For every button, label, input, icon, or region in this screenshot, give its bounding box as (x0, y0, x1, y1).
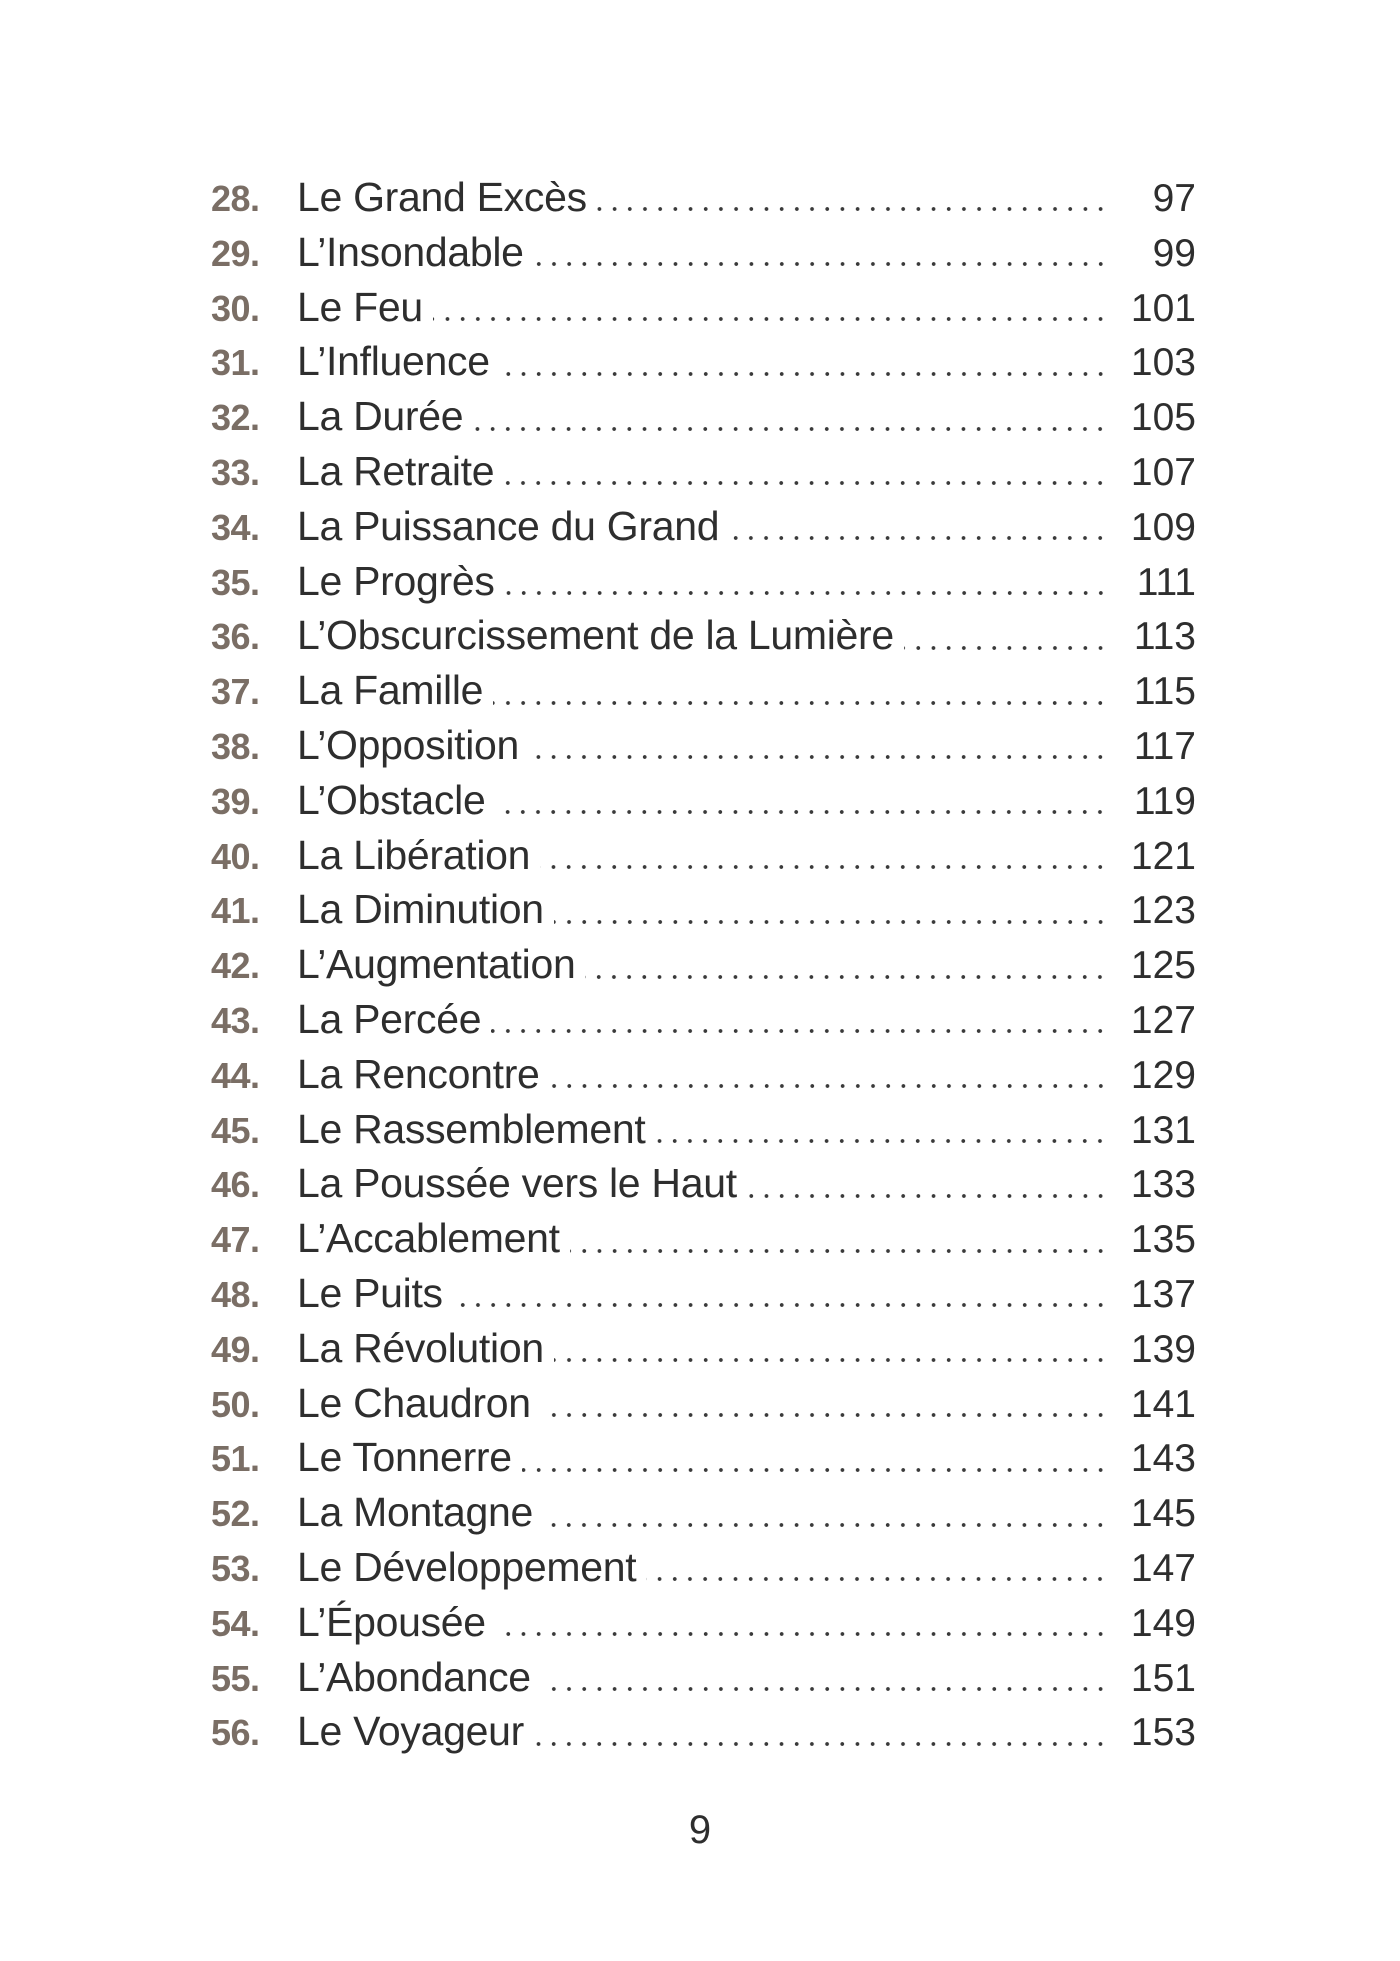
dot-leader (570, 1246, 1108, 1256)
toc-entry[interactable] (211, 1704, 1196, 1759)
toc-entry-number: 54. (211, 1602, 260, 1644)
toc-entry-number: 51. (211, 1438, 260, 1480)
toc-entry-page: 149 (1130, 1601, 1196, 1645)
toc-entry-title: L’Abondance (297, 1653, 531, 1700)
toc-entry-number: 47. (211, 1219, 260, 1261)
toc-entry-page: 133 (1130, 1163, 1196, 1207)
toc-entry-page: 141 (1130, 1382, 1196, 1426)
dot-leader (491, 1026, 1108, 1036)
toc-entry-page: 105 (1130, 396, 1196, 440)
toc-entry-number: 40. (211, 835, 260, 877)
toc-entry-number: 42. (211, 945, 260, 987)
toc-entry[interactable] (211, 1211, 1196, 1266)
dot-leader (541, 1410, 1108, 1420)
toc-entry-number: 43. (211, 999, 260, 1041)
toc-entry-title: L’Obscurcissement de la Lumière (297, 612, 894, 659)
toc-entry-page: 123 (1130, 889, 1196, 933)
toc-entry-page: 135 (1130, 1218, 1196, 1262)
dot-leader (554, 1355, 1108, 1365)
toc-entry[interactable] (211, 1266, 1196, 1321)
toc-entry-title: Le Progrès (297, 557, 495, 604)
toc-entry-page: 145 (1130, 1492, 1196, 1536)
toc-entry[interactable] (211, 828, 1196, 883)
toc-entry-page: 117 (1133, 724, 1196, 768)
dot-leader (504, 478, 1108, 488)
toc-entry-title: La Famille (297, 667, 484, 714)
toc-entry-page: 129 (1130, 1053, 1196, 1097)
toc-entry-page: 113 (1133, 615, 1196, 659)
page-number: 9 (688, 1808, 712, 1852)
toc-entry-number: 31. (211, 342, 260, 384)
toc-entry-page: 125 (1130, 944, 1196, 988)
toc-entry-page: 137 (1130, 1272, 1196, 1316)
toc-entry[interactable] (211, 608, 1196, 663)
toc-entry-title: La Libération (297, 831, 531, 878)
toc-entry-page: 131 (1130, 1108, 1196, 1152)
toc-entry-page: 111 (1136, 560, 1196, 604)
toc-entry-number: 48. (211, 1273, 260, 1315)
toc-entry-page: 119 (1133, 779, 1196, 823)
dot-leader (747, 1191, 1108, 1201)
toc-entry-page: 153 (1130, 1711, 1196, 1755)
dot-leader (453, 1300, 1108, 1310)
toc-entry-page: 103 (1130, 341, 1196, 385)
toc-entry[interactable] (211, 1595, 1196, 1650)
dot-leader (540, 862, 1108, 872)
toc-entry-page: 143 (1130, 1437, 1196, 1481)
dot-leader (904, 643, 1108, 653)
dot-leader (543, 1520, 1108, 1530)
toc-entry-number: 55. (211, 1657, 260, 1699)
toc-entry[interactable] (211, 937, 1196, 992)
toc-entry-title: Le Tonnerre (297, 1434, 512, 1481)
toc-entry[interactable] (211, 1321, 1196, 1376)
toc-entry[interactable] (211, 225, 1196, 280)
toc-entry[interactable] (211, 718, 1196, 773)
toc-entry-title: L’Épousée (297, 1598, 486, 1645)
toc-entry-number: 29. (211, 232, 260, 274)
toc-entry-number: 41. (211, 890, 260, 932)
toc-entry-title: La Montagne (297, 1489, 534, 1536)
dot-leader (505, 588, 1108, 598)
toc-entry-number: 56. (211, 1712, 260, 1754)
toc-entry-page: 127 (1130, 998, 1196, 1042)
dot-leader (500, 369, 1108, 379)
toc-entry-title: Le Feu (297, 283, 423, 330)
toc-entry[interactable] (211, 1485, 1196, 1540)
toc-entry-number: 52. (211, 1493, 260, 1535)
dot-leader (646, 1574, 1108, 1584)
toc-entry-page: 115 (1133, 670, 1196, 714)
toc-entry-title: L’Opposition (297, 721, 520, 768)
dot-leader (729, 533, 1108, 543)
toc-entry-number: 50. (211, 1383, 260, 1425)
toc-entry-title: La Durée (297, 393, 464, 440)
toc-entry-page: 107 (1130, 450, 1196, 494)
toc-entry-number: 36. (211, 616, 260, 658)
dot-leader (585, 972, 1108, 982)
toc-entry-page: 139 (1130, 1327, 1196, 1371)
dot-leader (473, 424, 1108, 434)
toc-entry[interactable] (211, 663, 1196, 718)
toc-entry-number: 32. (211, 397, 260, 439)
dot-leader (493, 698, 1108, 708)
toc-entry-title: L’Augmentation (297, 941, 576, 988)
toc-entry-title: Le Chaudron (297, 1379, 531, 1426)
toc-entry-title: La Puissance du Grand (297, 502, 720, 549)
toc-entry-number: 45. (211, 1109, 260, 1151)
toc-entry-title: La Retraite (297, 447, 495, 494)
toc-entry-title: L’Influence (297, 338, 490, 385)
toc-entry[interactable] (211, 1047, 1196, 1102)
toc-entry[interactable] (211, 1430, 1196, 1485)
toc-entry-number: 35. (211, 561, 260, 603)
dot-leader (655, 1136, 1108, 1146)
table-of-contents (211, 170, 1196, 1759)
toc-entry-number: 46. (211, 1164, 260, 1206)
toc-entry-title: Le Puits (297, 1269, 443, 1316)
dot-leader (496, 1629, 1108, 1639)
toc-entry-page: 151 (1130, 1656, 1196, 1700)
toc-entry[interactable] (211, 773, 1196, 828)
toc-entry[interactable] (211, 1650, 1196, 1705)
toc-entry[interactable] (211, 389, 1196, 444)
dot-leader (534, 1739, 1108, 1749)
toc-entry-title: La Révolution (297, 1324, 544, 1371)
toc-entry[interactable] (211, 444, 1196, 499)
toc-entry-number: 33. (211, 451, 260, 493)
toc-entry-page: 97 (1152, 177, 1196, 220)
toc-entry-title: Le Développement (297, 1543, 637, 1590)
toc-entry[interactable] (211, 882, 1196, 937)
toc-entry-page: 99 (1152, 231, 1196, 275)
toc-entry[interactable] (211, 334, 1196, 389)
dot-leader (550, 1081, 1108, 1091)
toc-entry-number: 28. (211, 178, 260, 219)
toc-entry-number: 44. (211, 1054, 260, 1096)
toc-entry-title: Le Voyageur (297, 1708, 524, 1755)
dot-leader (495, 807, 1108, 817)
toc-entry-title: La Poussée vers le Haut (297, 1160, 737, 1207)
toc-entry-title: Le Grand Excès (297, 174, 587, 220)
toc-entry-title: L’Insondable (297, 228, 524, 275)
toc-entry-page: 147 (1130, 1546, 1196, 1590)
toc-entry[interactable] (211, 499, 1196, 554)
dot-leader (597, 204, 1108, 214)
dot-leader (433, 314, 1108, 324)
toc-entry[interactable] (211, 992, 1196, 1047)
toc-entry[interactable] (211, 280, 1196, 335)
toc-entry-number: 30. (211, 287, 260, 329)
dot-leader (529, 752, 1108, 762)
dot-leader (554, 917, 1108, 927)
dot-leader (522, 1465, 1108, 1475)
toc-entry-number: 53. (211, 1547, 260, 1589)
toc-entry[interactable] (211, 1540, 1196, 1595)
toc-entry-title: La Diminution (297, 886, 544, 933)
toc-entry-page: 101 (1130, 286, 1196, 330)
toc-entry[interactable] (211, 1376, 1196, 1431)
toc-entry-page: 109 (1130, 505, 1196, 549)
toc-entry[interactable] (211, 170, 1196, 225)
toc-entry-number: 39. (211, 780, 260, 822)
toc-entry-title: L’Obstacle (297, 776, 486, 823)
toc-entry-page: 121 (1130, 834, 1196, 878)
toc-entry-number: 49. (211, 1328, 260, 1370)
toc-entry-title: L’Accablement (297, 1215, 560, 1262)
toc-entry[interactable] (211, 1102, 1196, 1157)
dot-leader (534, 259, 1108, 269)
toc-entry-title: La Percée (297, 995, 482, 1042)
toc-entry-number: 34. (211, 506, 260, 548)
toc-entry[interactable] (211, 1156, 1196, 1211)
toc-entry-number: 37. (211, 671, 260, 713)
toc-entry-title: La Rencontre (297, 1050, 540, 1097)
toc-entry[interactable] (211, 554, 1196, 609)
toc-entry-title: Le Rassemblement (297, 1105, 646, 1152)
toc-entry-number: 38. (211, 725, 260, 767)
dot-leader (541, 1684, 1108, 1694)
